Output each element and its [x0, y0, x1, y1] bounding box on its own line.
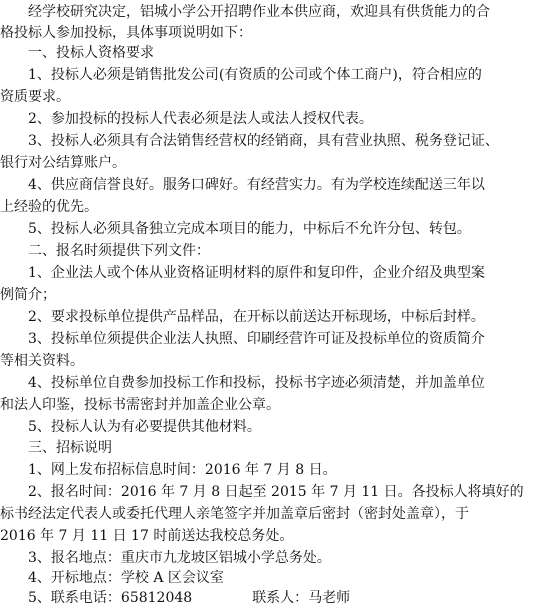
s1-item3-line1: 3、投标人必须具有合法销售经营权的经销商，具有营业执照、税务登记证、 [28, 133, 499, 149]
contact-person-label: 联系人： [252, 590, 309, 606]
s2-item2-line1: 2、要求投标单位提供产品样品，在开标以前送达开标现场，中标后封样。 [28, 309, 485, 325]
s3-item4-line1: 4、开标地点：学校 A 区会议室 [28, 570, 224, 586]
section1-heading: 一、投标人资格要求 [28, 45, 154, 61]
s3-item3-line1: 3、报名地点：重庆市九龙坡区铝城小学总务处。 [28, 550, 331, 566]
s1-item3-line2: 银行对公结算账户。 [0, 155, 126, 171]
s1-item4-line2: 上经验的优先。 [0, 199, 98, 215]
intro-line-2: 格投标人参加投标，具体事项说明如下： [0, 25, 252, 41]
section2-heading: 二、报名时须提供下列文件： [28, 243, 210, 259]
s2-item3-line2: 等相关资料。 [0, 353, 84, 369]
s1-item2-line1: 2、参加投标的投标人代表必须是法人或法人授权代表。 [28, 111, 373, 127]
contact-person-value: 马老师 [308, 590, 351, 606]
phone-value: 65812048 [120, 590, 193, 606]
s3-item2-line3: 2016 年 7 月 11 日 17 时前送达我校总务处。 [0, 528, 294, 544]
s1-item5-line1: 5、投标人必须具备独立完成本项目的能力，中标后不允许分包、转包。 [28, 221, 471, 237]
s3-item2-line1: 2、报名时间：2016 年 7 月 8 日起至 2015 年 7 月 11 日。各投标人将填好的 [28, 484, 524, 500]
s2-item4-line2: 和法人印鉴，投标书需密封并加盖企业公章。 [0, 397, 280, 413]
s2-item4-line1: 4、投标单位自费参加投标工作和投标，投标书字迹必须清楚，并加盖单位 [28, 375, 485, 391]
s2-item1-line2: 例简介； [0, 287, 56, 303]
s2-item5-line1: 5、投标人认为有必要提供其他材料。 [28, 419, 261, 435]
s1-item1-line1: 1、投标人必须是销售批发公司(有资质的公司或个体工商户)，符合相应的 [28, 67, 482, 83]
s2-item1-line1: 1、企业法人或个体从业资格证明材料的原件和复印件，企业介绍及典型案 [28, 265, 485, 281]
phone-label: 5、联系电话： [28, 590, 121, 606]
contact-line [0, 586, 554, 610]
intro-line-1: 经学校研究决定，铝城小学公开招聘作业本供应商，欢迎具有供货能力的合 [28, 4, 490, 20]
s3-item2-line2: 标书经法定代表人或委托代理人亲笔签字并加盖章后密封（密封处盖章），于 [0, 506, 469, 522]
section3-heading: 三、招标说明 [28, 440, 112, 456]
s1-item4-line1: 4、供应商信誉良好。服务口碑好。有经营实力。有为学校连续配送三年以 [28, 177, 485, 193]
s1-item1-line2: 资质要求。 [0, 89, 70, 105]
s3-item1-line1: 1、网上发布招标信息时间：2016 年 7 月 8 日。 [28, 462, 337, 478]
s2-item3-line1: 3、投标单位须提供企业法人执照、印刷经营许可证及投标单位的资质简介 [28, 331, 485, 347]
